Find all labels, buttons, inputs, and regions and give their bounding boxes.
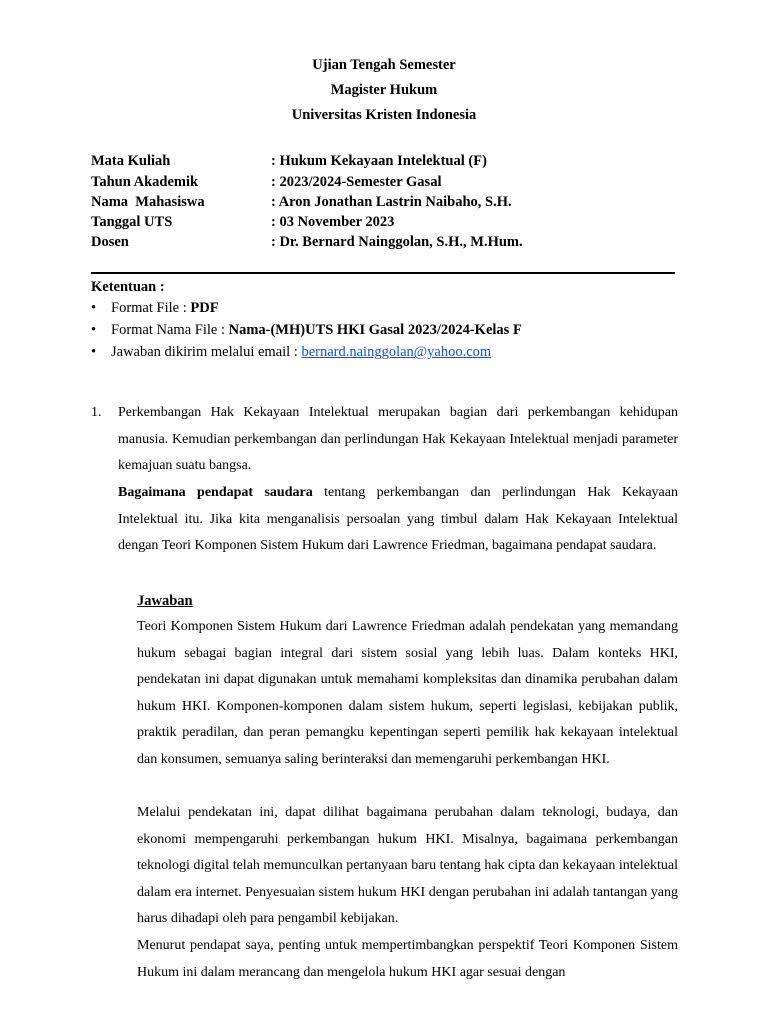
info-value: : Hukum Kekayaan Intelektual (F)	[271, 153, 487, 169]
info-row-student-name	[91, 194, 691, 214]
info-row-course	[91, 153, 691, 173]
email-link[interactable]: bernard.nainggolan@yahoo.com	[301, 344, 492, 360]
info-label: Tanggal UTS	[91, 214, 173, 230]
info-label: Nama Mahasiswa	[91, 194, 205, 210]
info-row-lecturer	[91, 234, 691, 254]
info-value: : Aron Jonathan Lastrin Naibaho, S.H.	[271, 194, 512, 210]
question-paragraph: Perkembangan Hak Kekayaan Intelektual merupakan bagian dari perkembangan kehidupan manusia. Kemudian perkembangan dan perlindungan Hak Kekayaan Intelektual menjadi parameter kemajuan suatu bangsa.	[118, 405, 678, 474]
ketentuan-value: Nama-(MH)UTS HKI Gasal 2023/2024-Kelas F	[228, 322, 522, 338]
question-paragraph	[118, 480, 678, 560]
bullet-icon: •	[91, 322, 97, 338]
info-value: : 2023/2024-Semester Gasal	[271, 174, 442, 190]
bullet-icon: •	[91, 300, 97, 316]
ketentuan-value: PDF	[190, 300, 219, 316]
bullet-icon: •	[91, 344, 97, 360]
ketentuan-label: Format Nama File :	[111, 322, 229, 338]
ketentuan-item-format	[91, 300, 219, 317]
ketentuan-item-filename	[91, 322, 522, 339]
answer-heading: Jawaban	[137, 593, 193, 609]
question-text: tentang perkembangan dan perlindungan Hak Kekayaan Intelektual itu. Jika kita menganalisis persoalan yang timbul dalam Hak Kekayaan Intelektual dengan Teori Komponen Sistem Hukum dari Lawrence Friedman, bagaimana pendapat saudara.	[118, 485, 678, 554]
ketentuan-title: Ketentuan :	[91, 279, 165, 295]
ketentuan-label: Format File :	[111, 300, 191, 316]
question-emphasis: Bagaimana pendapat saudara	[118, 485, 313, 500]
info-row-exam-date	[91, 214, 691, 234]
divider	[91, 272, 675, 274]
info-label: Dosen	[91, 234, 129, 250]
answer-paragraph: Menurut pendapat saya, penting untuk mempertimbangkan perspektif Teori Komponen Sistem Hukum ini dalam merancang dan mengelola hukum HKI agar sesuai dengan	[137, 938, 678, 980]
exam-title: Ujian Tengah Semester	[312, 57, 456, 73]
university-title: Universitas Kristen Indonesia	[291, 107, 477, 123]
question-number: 1.	[91, 405, 102, 420]
answer-paragraph: Melalui pendekatan ini, dapat dilihat bagaimana perubahan dalam teknologi, budaya, dan ekonomi mempengaruhi perkembangan hukum HKI. Misalnya, bagaimana perkembangan teknologi digital telah memunculkan pertanyaan baru tentang hak cipta dan kekayaan intelektual dalam era internet. Penyesuaian sistem hukum HKI dengan perubahan ini adalah tantangan yang harus dihadapi oleh para pengambil kebijakan.	[137, 805, 678, 927]
answer-paragraph: Teori Komponen Sistem Hukum dari Lawrence Friedman adalah pendekatan yang memandang hukum sebagai bagian integral dari sistem sosial yang lebih luas. Dalam konteks HKI, pendekatan ini dapat digunakan untuk memahami kompleksitas dan dinamika perubahan dalam hukum HKI. Komponen-komponen dalam sistem hukum, seperti legislasi, kebijakan publik, praktik peradilan, dan peran pemangku kepentingan seperti pemilik hak kekayaan intelektual dan konsumen, semuanya saling berinteraksi dan memengaruhi perkembangan HKI.	[137, 619, 678, 767]
info-row-academic-year	[91, 174, 691, 194]
ketentuan-item-email	[91, 344, 491, 361]
info-value: : Dr. Bernard Nainggolan, S.H., M.Hum.	[271, 234, 523, 250]
program-title: Magister Hukum	[330, 82, 438, 98]
info-value: : 03 November 2023	[271, 214, 395, 230]
ketentuan-label: Jawaban dikirim melalui email :	[111, 344, 302, 360]
info-label: Tahun Akademik	[91, 174, 199, 190]
info-label: Mata Kuliah	[91, 153, 171, 169]
